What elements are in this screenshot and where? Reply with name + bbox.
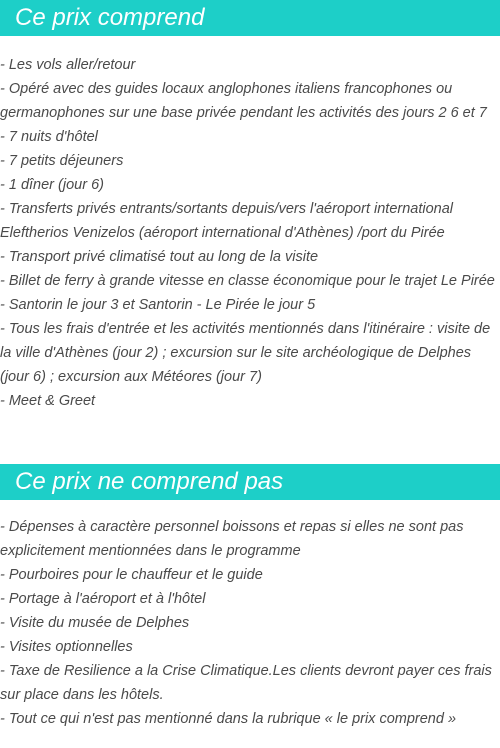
list-item: - Pourboires pour le chauffeur et le guide	[0, 567, 263, 583]
list-item: - Meet & Greet	[0, 393, 96, 409]
excludes-section-title: Ce prix ne comprend pas	[0, 464, 500, 500]
list-item: - 7 nuits d'hôtel	[0, 129, 98, 145]
includes-list	[0, 53, 500, 413]
list-item: - Tous les frais d'entrée et les activités mentionnés dans l'itinéraire : visite de la ville d'Athènes (jour 2) ; excursion sur le site archéologique de Delphes (jour 6) ; excursion aux Météores (jour 7)	[0, 321, 491, 385]
list-item: - Tout ce qui n'est pas mentionné dans la rubrique « le prix comprend »	[0, 711, 457, 727]
list-item: - Dépenses à caractère personnel boissons et repas si elles ne sont pas explicitement mentionnées dans le programme	[0, 519, 464, 559]
includes-section-title: Ce prix comprend	[0, 0, 500, 36]
list-item: - Opéré avec des guides locaux anglophones italiens francophones ou germanophones sur une base privée pendant les activités des jours 2 6 et 7	[0, 81, 487, 121]
list-item: - Billet de ferry à grande vitesse en classe économique pour le trajet Le Pirée - Santorin le jour 3 et Santorin - Le Pirée le jour 5	[0, 273, 495, 313]
list-item: - 1 dîner (jour 6)	[0, 177, 104, 193]
list-item: - Les vols aller/retour	[0, 57, 136, 73]
list-item: - Transferts privés entrants/sortants depuis/vers l'aéroport international Eleftherios Venizelos (aéroport international d'Athènes) /port du Pirée	[0, 201, 454, 241]
list-item: - 7 petits déjeuners	[0, 153, 124, 169]
list-item: - Taxe de Resilience a la Crise Climatique.Les clients devront payer ces frais sur place dans les hôtels.	[0, 663, 492, 703]
excludes-list	[0, 515, 500, 731]
list-item: - Portage à l'aéroport et à l'hôtel	[0, 591, 206, 607]
list-item: - Visites optionnelles	[0, 639, 133, 655]
list-item: - Transport privé climatisé tout au long de la visite	[0, 249, 319, 265]
list-item: - Visite du musée de Delphes	[0, 615, 190, 631]
